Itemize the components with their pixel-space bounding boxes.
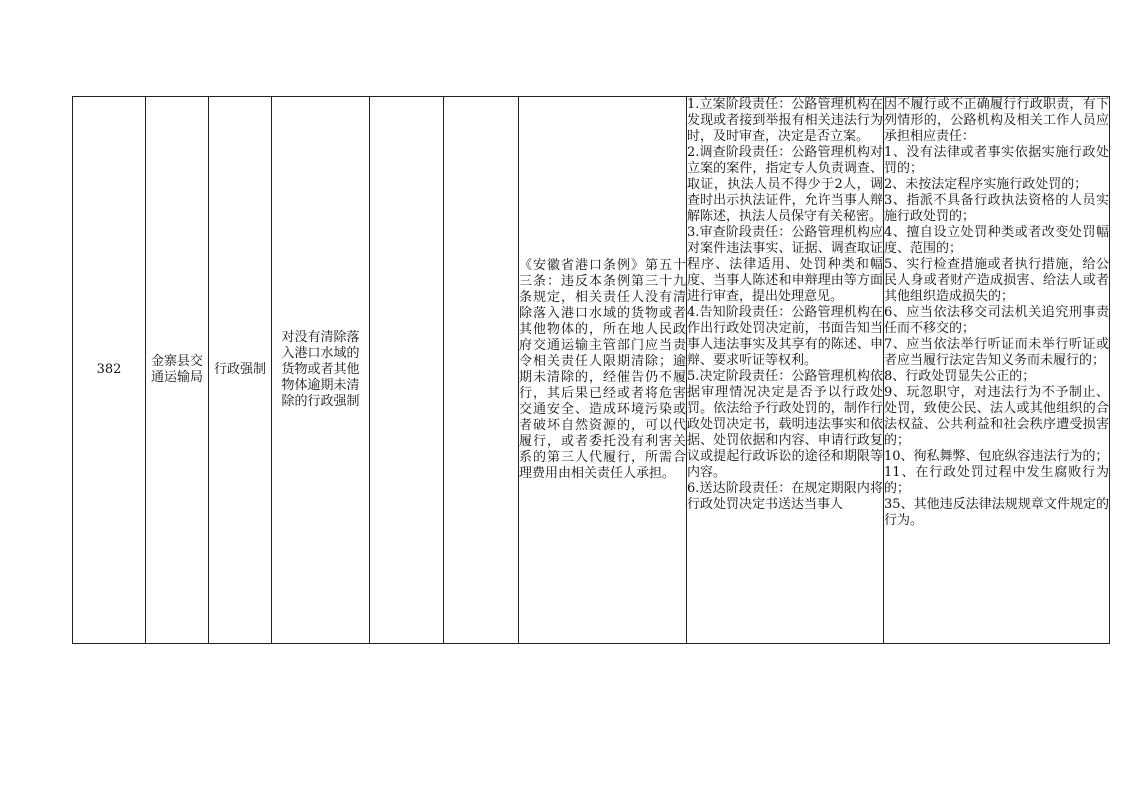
- responsibility-item: 5.决定阶段责任：公路管理机构依据审理情况决定是否予以行政处罚。依法给予行政处罚的，制作行政处罚决定书，载明违法事实和依据、处罚依据和内容、申请行政复议或提起行政诉讼的途径和期限等内容。: [687, 369, 883, 480]
- accountability-item: 10、徇私舞弊、包庇纵容违法行为的；: [884, 449, 1109, 464]
- accountability-cell: [884, 97, 1110, 644]
- accountability-item: 因不履行或不正确履行行政职责，有下列情形的，公路机构及相关工作人员应承担相应责任：: [884, 97, 1109, 144]
- legal-basis-cell: [519, 97, 687, 644]
- table-row: [73, 97, 1110, 644]
- accountability-item: 1、没有法律或者事实依据实施行政处罚的；: [884, 145, 1109, 176]
- responsibility-item: 4.告知阶段责任：公路管理机构在作出行政处罚决定前，书面告知当事人违法事实及其享有的陈述、申辩、要求听证等权利。: [687, 305, 883, 368]
- accountability-item: 3、指派不具备行政执法资格的人员实施行政处罚的；: [884, 193, 1109, 224]
- power-type-cell: 行政强制: [209, 97, 272, 644]
- department-cell: [146, 97, 209, 644]
- accountability-item: 7、应当依法举行听证而未举行听证或者应当履行法定告知义务而未履行的；: [884, 337, 1109, 368]
- accountability-item: 35、其他违反法律法规规章文件规定的行为。: [884, 497, 1109, 528]
- legal-basis-text: 《安徽省港口条例》第五十三条：违反本条例第三十九条规定，相关责任人没有清除落入港口水域的货物或者其他物体的，所在地人民政府交通运输主管部门应当责令相关责任人限期清除；逾期未清除的，经催告仍不履行，其后果已经或者将危害交通安全、造成环境污染或者破坏自然资源的，可以代履行，或者委托没有利害关系的第三人代履行，所需合理费用由相关责任人承担。: [519, 258, 686, 481]
- blank-cell: [370, 97, 444, 644]
- accountability-item: 8、行政处罚显失公正的；: [884, 369, 1036, 384]
- power-list-table: [72, 96, 1110, 644]
- responsibility-cell: [687, 97, 884, 644]
- item-name: 对没有清除落入港口水域的货物或者其他物体逾期未清除的行政强制: [281, 330, 360, 409]
- department-name: 金寨县交通运输局: [150, 354, 203, 385]
- accountability-item: 4、擅自设立处罚种类或者改变处罚幅度、范围的；: [884, 225, 1109, 256]
- item-name-cell: [272, 97, 370, 644]
- accountability-item: 5、实行检查措施或者执行措施，给公民人身或者财产造成损害、给法人或者其他组织造成损失的；: [884, 257, 1109, 304]
- blank-cell-2: [444, 97, 519, 644]
- accountability-item: 11、在行政处罚过程中发生腐败行为的；: [884, 465, 1109, 496]
- responsibility-item: 6.送达阶段责任：在规定期限内将行政处罚决定书送达当事人: [687, 481, 883, 512]
- responsibility-item: 2.调查阶段责任：公路管理机构对立案的案件，指定专人负责调查、取证，执法人员不得少于2人，调查时出示执法证件，允许当事人辩解陈述，执法人员保守有关秘密。: [687, 145, 883, 224]
- accountability-item: 2、未按法定程序实施行政处罚的；: [884, 177, 1088, 192]
- accountability-item: 6、应当依法移交司法机关追究刑事责任而不移交的；: [884, 305, 1109, 336]
- responsibility-item: 1.立案阶段责任：公路管理机构在发现或者接到举报有相关违法行为时，及时审查，决定是否立案。: [687, 97, 883, 144]
- responsibility-item: 3.审查阶段责任：公路管理机构应对案件违法事实、证据、调查取证程序、法律适用、处罚种类和幅度、当事人陈述和申辩理由等方面进行审查，提出处理意见。: [687, 225, 883, 304]
- row-number: 382: [73, 97, 146, 644]
- accountability-item: 9、玩忽职守，对违法行为不予制止、处罚，致使公民、法人或其他组织的合法权益、公共利益和社会秩序遭受损害的；: [884, 385, 1109, 448]
